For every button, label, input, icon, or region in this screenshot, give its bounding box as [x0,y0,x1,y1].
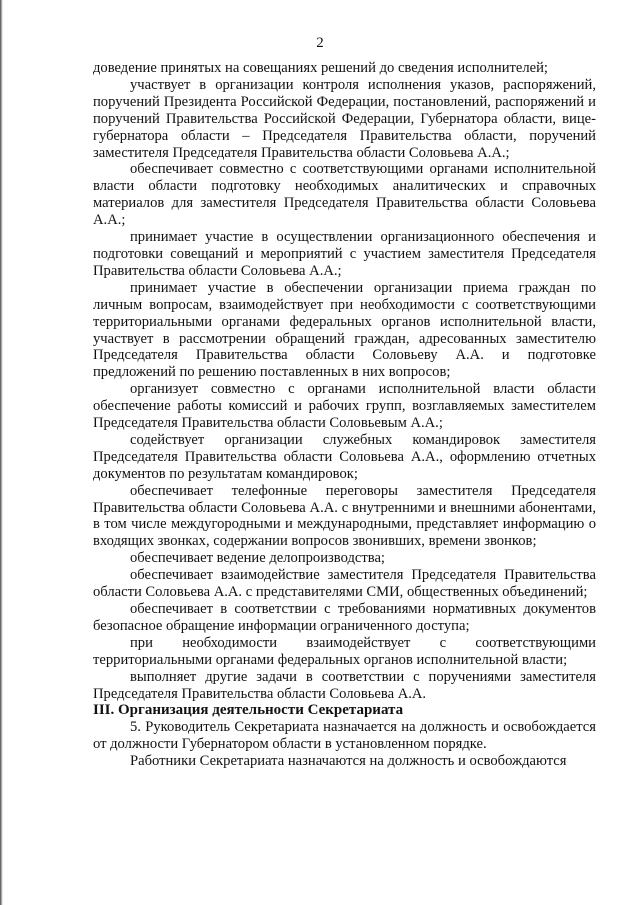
scan-edge [0,0,3,905]
paragraph: принимает участие в осуществлении организационного обеспечения и подготовки совещаний и мероприятий с участием заместителя Председателя Правительства области Соловьева А.А.; [93,229,596,279]
paragraph: обеспечивает совместно с соответствующими органами исполнительной власти области подготовку необходимых аналитических и справочных материалов для заместителя Председателя Правительства области Соловьева А.А.; [93,161,596,229]
paragraph: доведение принятых на совещаниях решений до сведения исполнителей; [93,60,548,76]
document-body [93,60,596,770]
paragraph: обеспечивает ведение делопроизводства; [130,550,385,567]
paragraph: обеспечивает в соответствии с требованиями нормативных документов безопасное обращение информации ограниченного доступа; [93,601,596,634]
paragraph: обеспечивает взаимодействие заместителя Председателя Правительства области Соловьева А.А. с представителями СМИ, общественных объединений; [93,567,596,601]
section-paragraph: Работники Секретариата назначаются на должность и освобождаются [130,753,567,770]
section-heading: III. Организация деятельности Секретариата [93,702,404,719]
paragraph: принимает участие в обеспечении организации приема граждан по личным вопросам, взаимодействует при необходимости с соответствующими территориальными органами федеральных органов исполнительной власти, участвует в рассмотрении обращений граждан, адресованных заместителю Председателя Правительства области Соловьеву А.А. и подготовке предложений по решению поставленных в них вопросов; [93,279,596,381]
paragraph: обеспечивает телефонные переговоры заместителя Председателя Правительства области Соловьева А.А. с внутренними и внешними абонентами, в том числе междугородными и международными, представляет информацию о входящих звонках, содержании вопросов звонивших, времени звонков; [93,482,596,550]
paragraph: выполняет другие задачи в соответствии с поручениями заместителя Председателя Правительства области Соловьева А.А. [93,668,596,702]
page-number: 2 [316,35,324,51]
paragraph: организует совместно с органами исполнительной власти области обеспечение работы комиссий и рабочих групп, возглавляемых заместителем Председателя Правительства области Соловьевым А.А.; [93,381,596,432]
section-paragraph: 5. Руководитель Секретариата назначается на должность и освобождается от должности Губернатором области в установленном порядке. [93,719,596,753]
paragraph: участвует в организации контроля исполнения указов, распоряжений, поручений Президента Российской Федерации, постановлений, распоряжений и поручений Правительства Российской Федерации, Губернатора области, вице-губернатора области – Председателя Правительства области, поручений заместителя Председателя Правительства области Соловьева А.А.; [93,76,596,161]
paragraph: содействует организации служебных командировок заместителя Председателя Правительства области Соловьева А.А., оформлению отчетных документов по результатам командировок; [93,431,596,482]
paragraph: при необходимости взаимодействует с соответствующими территориальными органами федеральных органов исполнительной власти; [93,634,596,668]
